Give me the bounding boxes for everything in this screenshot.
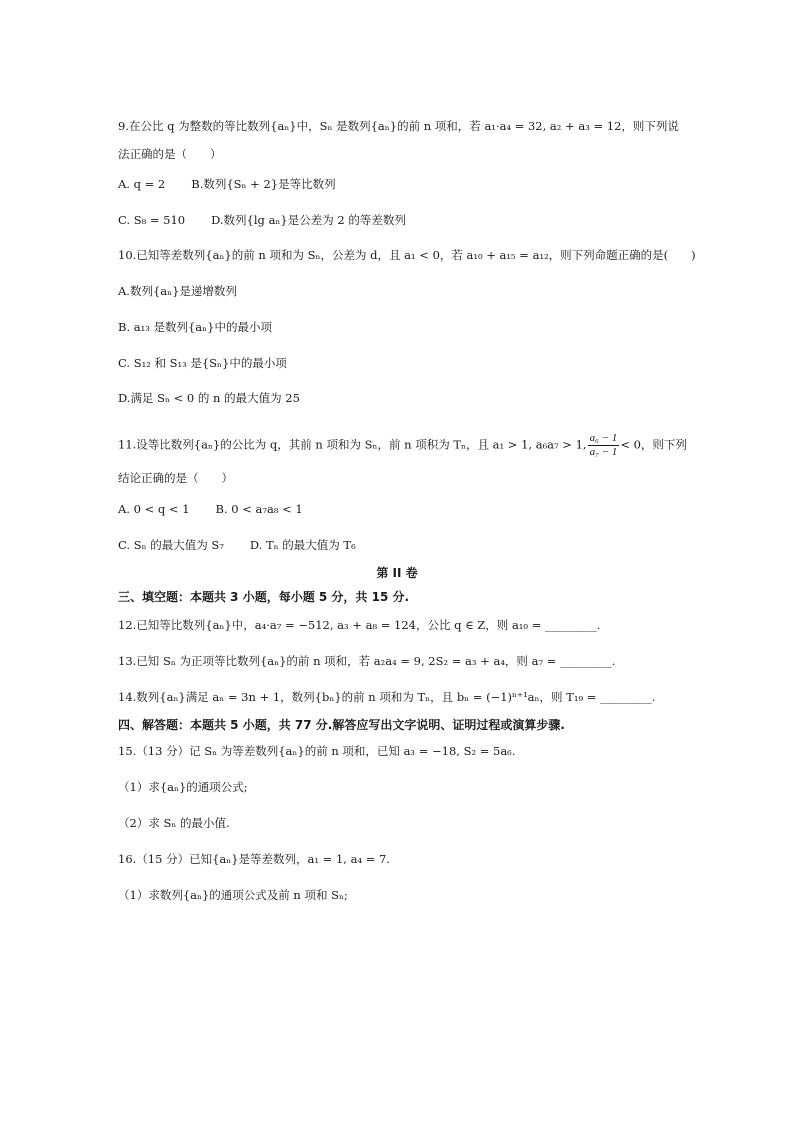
q11-option-b: B. 0 < a₇a₈ < 1	[215, 502, 303, 516]
q9-stem-line2: 法正确的是（ ）	[118, 147, 222, 161]
q11-fraction	[588, 432, 620, 459]
q9-option-c: C. S₈ = 510	[118, 213, 186, 227]
q9-option-d: D.数列{lg aₙ}是公差为 2 的等差数列	[211, 213, 406, 227]
q10-option-c: C. S₁₂ 和 S₁₃ 是{Sₙ}中的最小项	[118, 356, 287, 370]
q11-option-a: A. 0 < q < 1	[118, 502, 190, 516]
q11-stem-line1	[118, 432, 687, 459]
q9-option-a: A. q = 2	[118, 177, 166, 191]
q11-option-c: C. Sₙ 的最大值为 S₇	[118, 538, 224, 552]
q10-option-d: D.满足 Sₙ < 0 的 n 的最大值为 25	[118, 391, 300, 405]
q11-options-ab	[118, 499, 303, 519]
q10-option-b: B. a₁₃ 是数列{aₙ}中的最小项	[118, 320, 272, 334]
q11-option-d: D. Tₙ 的最大值为 T₆	[249, 538, 356, 552]
q16-part1: （1）求数列{aₙ}的通项公式及前 n 项和 Sₙ;	[118, 888, 348, 902]
q15-stem: 15.（13 分）记 Sₙ 为等差数列{aₙ}的前 n 项和，已知 a₃ = −18, S₂ = 5a₆.	[118, 744, 516, 758]
q11-stem-line2: 结论正确的是（ ）	[118, 471, 233, 485]
q12-stem: 12.已知等比数列{aₙ}中，a₄·a₇ = −512, a₃ + a₈ = 124，公比 q ∈ Z，则 a₁₀ = _________.	[118, 618, 601, 632]
section-3-heading: 三、填空题：本题共 3 小题，每小题 5 分，共 15 分.	[118, 590, 410, 604]
q9-option-b: B.数列{Sₙ + 2}是等比数列	[191, 177, 336, 191]
q11-stem-part1: 11.设等比数列{aₙ}的公比为 q，其前 n 项和为 Sₙ，前 n 项积为 Tₙ，且 a₁ > 1, a₆a₇ > 1,	[118, 437, 587, 452]
q15-part1: （1）求{aₙ}的通项公式;	[118, 780, 248, 794]
q9-options-cd	[118, 210, 406, 230]
q14-stem: 14.数列{aₙ}满足 aₙ = 3n + 1，数列{bₙ}的前 n 项和为 Tₙ，且 bₙ = (−1)ⁿ⁺¹aₙ，则 T₁₉ = _________.	[118, 690, 656, 704]
q11-stem-part2: < 0，则下列	[620, 437, 687, 452]
q11-options-cd	[118, 535, 356, 555]
q9-stem-line1: 9.在公比 q 为整数的等比数列{aₙ}中，Sₙ 是数列{aₙ}的前 n 项和，若 a₁·a₄ = 32, a₂ + a₃ = 12，则下列说	[118, 119, 679, 133]
q16-stem: 16.（15 分）已知{aₙ}是等差数列，a₁ = 1, a₄ = 7.	[118, 852, 390, 866]
volume-2-title: 第 II 卷	[376, 566, 418, 580]
q13-stem: 13.已知 Sₙ 为正项等比数列{aₙ}的前 n 项和，若 a₂a₄ = 9, 2S₂ = a₃ + a₄，则 a₇ = _________.	[118, 654, 616, 668]
q10-stem: 10.已知等差数列{aₙ}的前 n 项和为 Sₙ，公差为 d，且 a₁ < 0，若 a₁₀ + a₁₅ = a₁₂，则下列命题正确的是( )	[118, 248, 696, 262]
section-4-heading: 四、解答题：本题共 5 小题，共 77 分.解答应写出文字说明、证明过程或演算步骤.	[118, 718, 565, 732]
q10-option-a: A.数列{aₙ}是递增数列	[118, 284, 237, 298]
q11-fraction-denominator: a₇ − 1	[589, 446, 618, 458]
q9-options-ab	[118, 174, 336, 194]
q11-fraction-numerator: a₆ − 1	[589, 432, 618, 444]
q15-part2: （2）求 Sₙ 的最小值.	[118, 816, 230, 830]
